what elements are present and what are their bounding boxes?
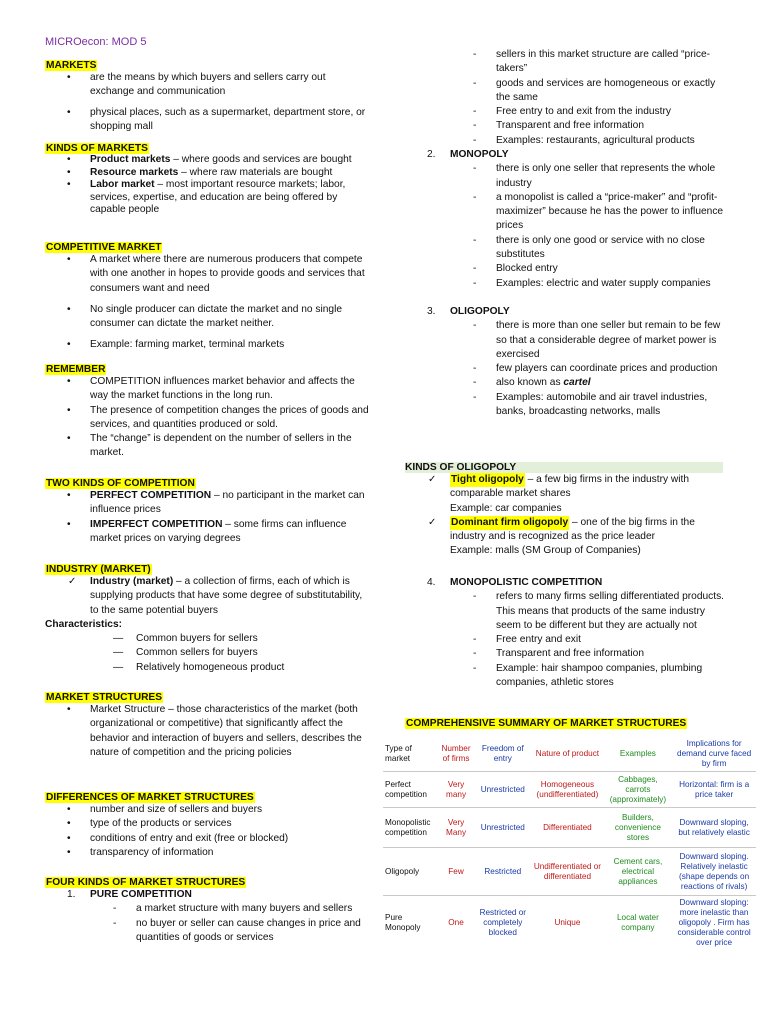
list-item: • Resource markets – where raw materials are bought [67, 166, 333, 178]
table-cell: Unrestricted [480, 822, 525, 832]
table-row [383, 808, 756, 848]
list-item: • Labor market – most important resource markets; labor, services, expertise, and education are being offered by capable people [67, 179, 346, 216]
list-item: - sellers in this market structure are called “price-takers” [473, 49, 711, 75]
kinds-of-oligopoly-section [405, 462, 725, 559]
list-item: - Examples: restaurants, agricultural products [473, 134, 695, 146]
list-item: ✓ Dominant firm oligopoly – one of the big firms in the industry and is recognized as the price leader Example: malls (SM Group of Companies) [428, 516, 695, 557]
list-item: • COMPETITION influences market behavior and affects the way the market functions in the long run. [67, 376, 355, 402]
list-item: • number and size of sellers and buyers [67, 804, 263, 815]
table-cell: Cabbages, carrots (approximately) [609, 774, 667, 804]
table-cell: Undifferentiated or differentiated [533, 861, 602, 881]
monopolistic-competition-section [405, 576, 725, 690]
list-item: • PERFECT COMPETITION – no participant in the market can influence prices [67, 490, 365, 516]
list-item: • are the means by which buyers and sellers carry out exchange and communication [67, 72, 326, 98]
list-item: • A market where there are numerous producers that compete with one another in hopes to provide goods and services that consumers want and need [67, 254, 365, 294]
table-cell: Monopolistic competition [385, 817, 431, 837]
table-cell: Cement cars, electrical appliances [613, 856, 663, 886]
remember-section [45, 364, 370, 461]
table-row [383, 848, 756, 896]
list-item: - few players can coordinate prices and production [473, 363, 718, 375]
table-cell: Builders, convenience stores [614, 812, 661, 842]
characteristics-label: Characteristics: [45, 618, 123, 630]
table-header-cell: Freedom of entry [481, 744, 524, 763]
list-item: - Transparent and free information [473, 120, 644, 132]
list-item: - a market structure with many buyers and sellers [113, 903, 353, 915]
section-heading: TWO KINDS OF COMPETITION [46, 478, 195, 489]
list-item: - there is only one good or service with no close substitutes [473, 234, 705, 261]
table-cell: Downward sloping. Relatively inelastic (shape depends on reactions of rivals) [679, 851, 750, 891]
industry-section [45, 564, 370, 675]
table-cell: Homogeneous (undifferentiated) [536, 779, 599, 799]
check-icon: ✓ [428, 516, 437, 528]
list-item: - there is more than one seller but remain to be few so that a considerable degree of market power is exercised [473, 320, 721, 360]
table-header-cell: Type of market [385, 744, 412, 763]
table-row [383, 896, 756, 951]
table-cell: One [448, 918, 464, 927]
table-cell: Oligopoly [385, 866, 420, 876]
list-item: - Example: hair shampoo companies, plumbing companies, athletic stores [473, 662, 703, 689]
section-heading: MARKET STRUCTURES [46, 692, 163, 703]
list-item: - there is only one seller that represents the whole industry [473, 163, 716, 189]
list-item: • The presence of competition changes the prices of goods and services, and quantities produced or sold. [67, 404, 369, 430]
list-item: - refers to many firms selling differentiated products. This means that products of the same industry seem to be different but they are actually not [473, 591, 724, 631]
list-item: • type of the products or services [67, 818, 232, 830]
table-header-row [383, 737, 756, 772]
table-cell: Local water company [616, 913, 659, 932]
summary-heading: COMPREHENSIVE SUMMARY OF MARKET STRUCTURES [406, 718, 687, 729]
section-heading: KINDS OF OLIGOPOLY [405, 462, 723, 473]
list-item: - Free entry to and exit from the industry [473, 106, 671, 118]
table-cell: Differentiated [543, 822, 592, 832]
table-cell: Restricted [484, 866, 522, 876]
table-cell: Pure Monopoly [385, 913, 421, 932]
list-item: 1. PURE COMPETITION [67, 889, 192, 900]
four-kinds-section [45, 877, 370, 945]
table-header-cell: Examples [619, 749, 656, 758]
section-heading: COMPETITIVE MARKET [46, 242, 162, 253]
section-heading: MARKETS [46, 60, 97, 71]
section-heading: INDUSTRY (MARKET) [46, 564, 151, 575]
summary-heading-wrap [405, 718, 687, 729]
list-item: • The “change” is dependent on the number of sellers in the market. [67, 433, 352, 459]
table-header-cell: Number of firms [441, 744, 471, 763]
list-item: - also known as cartel [473, 377, 591, 389]
differences-section [45, 792, 288, 860]
list-item: - goods and services are homogeneous or exactly the same [473, 77, 716, 103]
table-cell: Unrestricted [480, 784, 525, 794]
table-cell: Unique [554, 918, 581, 927]
section-heading: KINDS OF MARKETS [46, 143, 148, 154]
markets-section [45, 60, 370, 134]
list-item: 3. OLIGOPOLY [427, 306, 510, 317]
table-header-cell: Nature of product [535, 749, 600, 758]
document-title: MICROecon: MOD 5 [45, 36, 147, 48]
monopoly-section [405, 148, 725, 291]
oligopoly-section [405, 305, 725, 419]
list-item: ✓ Industry (market) – a collection of firms, each of which is supplying products that have some degree of substitutability, to the same potential buyers [68, 576, 363, 616]
list-item: - Examples: automobile and air travel industries, banks, broadcasting networks, malls [473, 391, 708, 418]
two-kinds-section [45, 478, 370, 546]
section-heading: REMEMBER [46, 364, 106, 375]
table-cell: Very many [446, 779, 467, 799]
section-heading: DIFFERENCES OF MARKET STRUCTURES [46, 792, 254, 803]
table-cell: Perfect competition [385, 779, 427, 799]
list-item: 2. MONOPOLY [427, 149, 509, 160]
list-item: • Product markets – where goods and services are bought [67, 154, 352, 165]
market-structures-section [45, 692, 370, 760]
competitive-market-section [45, 242, 370, 353]
list-item: • transparency of information [67, 846, 214, 858]
list-item: • Market Structure – those characteristics of the market (both organizational or competitive) that significantly affect the behavior and interaction of buyers and sellers, describes the nature of competition and the pricing policies [67, 704, 362, 758]
kinds-of-markets-section [45, 143, 370, 217]
table-cell: Restricted or completely blocked [479, 908, 526, 937]
list-item: • physical places, such as a supermarket, department store, or shopping mall [67, 106, 366, 132]
table-header-cell: Implications for demand curve faced by firm [677, 739, 752, 768]
table-row [383, 772, 756, 808]
check-icon: ✓ [428, 474, 437, 485]
list-item: - a monopolist is called a “price-maker” and “profit-maximizer” because he has the power to influence prices [473, 191, 724, 232]
table-cell: Few [448, 866, 464, 876]
list-item: - Free entry and exit [473, 634, 581, 646]
list-item: • IMPERFECT COMPETITION – some firms can influence market prices on varying degrees [67, 518, 347, 544]
table-cell: Very Many [446, 817, 467, 837]
list-item: • conditions of entry and exit (free or blocked) [67, 832, 289, 844]
pure-competition-continued [405, 48, 725, 148]
table-cell: Downward sloping, but relatively elastic [678, 817, 750, 837]
list-item: 4. MONOPOLISTIC COMPETITION [427, 577, 603, 588]
list-item: — Common buyers for sellers [113, 633, 258, 645]
list-item: — Common sellers for buyers [113, 647, 258, 659]
list-item: - Examples: electric and water supply companies [473, 277, 711, 289]
table-cell: Horizontal: firm is a price taker [679, 779, 750, 799]
check-icon: ✓ [68, 576, 77, 587]
list-item: - no buyer or seller can cause changes in price and quantities of goods or services [113, 917, 361, 943]
list-item: • No single producer can dictate the market and no single consumer can dictate the market neither. [67, 303, 343, 330]
summary-table [383, 737, 756, 950]
list-item: - Blocked entry [473, 263, 558, 275]
list-item: • Example: farming market, terminal markets [67, 339, 285, 351]
list-item: - Transparent and free information [473, 648, 644, 660]
section-heading: FOUR KINDS OF MARKET STRUCTURES [46, 877, 246, 888]
list-item: — Relatively homogeneous product [113, 661, 285, 673]
list-item: ✓ Tight oligopoly – a few big firms in the industry with comparable market shares Example: car companies [428, 474, 690, 514]
table-cell: Downward sloping: more inelastic than oligopoly . Firm has considerable control over price [677, 898, 751, 947]
